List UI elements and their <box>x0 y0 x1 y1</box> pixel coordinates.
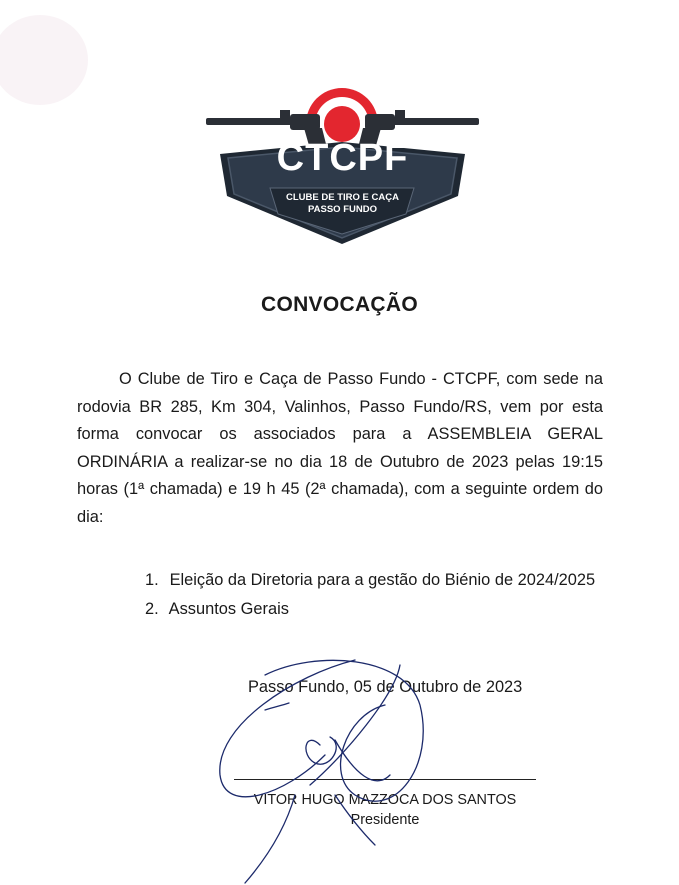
agenda-number: 1. <box>145 571 159 589</box>
signature-line <box>234 779 536 780</box>
list-item <box>145 566 595 595</box>
paragraph-text: O Clube de Tiro e Caça de Passo Fundo - CTCPF, com sede na rodovia BR 285, Km 304, Valinhos, Passo Fundo/RS, vem por esta forma convocar os associados para a ASSEMBLEIA GERAL ORDINÁRIA a realizar-se no dia 18 de Outubro de 2023 pelas 19:15 horas (1ª chamada) e 19 h 45 (2ª chamada), com a seguinte ordem do dia: <box>77 370 603 526</box>
agenda-list <box>145 566 595 624</box>
agenda-text: Eleição da Diretoria para a gestão do Biénio de 2024/2025 <box>169 571 596 589</box>
convocation-paragraph <box>77 366 603 532</box>
agenda-text: Assuntos Gerais <box>168 600 289 618</box>
agenda-number: 2. <box>145 600 159 618</box>
signer-name: VITOR HUGO MAZZOCA DOS SANTOS <box>253 792 517 808</box>
logo-acronym: CTCPF <box>276 137 409 179</box>
logo-subtitle-line2: PASSO FUNDO <box>308 204 377 215</box>
logo-subtitle-line1: CLUBE DE TIRO E CAÇA <box>286 192 399 203</box>
document-title: CONVOCAÇÃO <box>260 293 418 316</box>
place-date: Passo Fundo, 05 de Outubro de 2023 <box>248 678 523 696</box>
paper-stain <box>0 0 110 120</box>
signer-role: Presidente <box>350 812 420 828</box>
list-item <box>145 595 595 624</box>
